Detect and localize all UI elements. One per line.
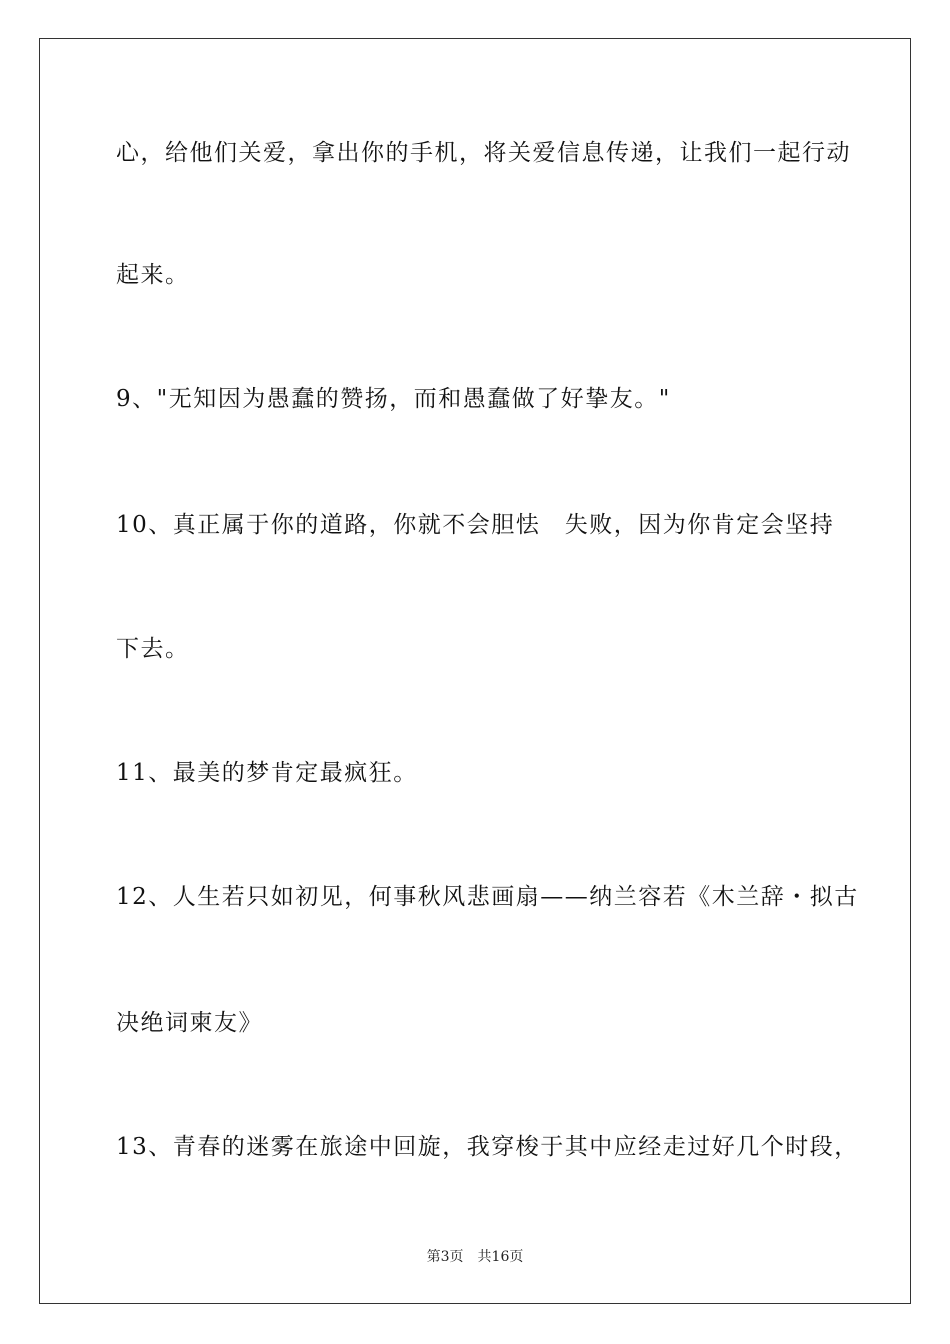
text-line-6: 11、最美的梦肯定最疯狂。 (116, 760, 418, 786)
text-line-4: 10、真正属于你的道路，你就不会胆怯 失败，因为你肯定会坚持 (116, 512, 835, 538)
text-line-3: 9、"无知因为愚蠢的赞扬，而和愚蠢做了好挚友。" (116, 386, 671, 412)
page-border (39, 38, 911, 1304)
text-line-2: 起来。 (116, 262, 190, 288)
text-line-7: 12、人生若只如初见，何事秋风悲画扇——纳兰容若《木兰辞・拟古 (116, 884, 859, 910)
page-total: 共16页 (477, 1249, 524, 1265)
text-line-8: 决绝词柬友》 (116, 1010, 263, 1036)
page-number: 第3页 (426, 1249, 464, 1265)
text-line-1: 心，给他们关爱，拿出你的手机，将关爱信息传递，让我们一起行动 (116, 140, 851, 166)
page-footer (0, 1248, 950, 1266)
text-line-5: 下去。 (116, 636, 190, 662)
text-line-9: 13、青春的迷雾在旅途中回旋，我穿梭于其中应经走过好几个时段， (116, 1134, 859, 1160)
